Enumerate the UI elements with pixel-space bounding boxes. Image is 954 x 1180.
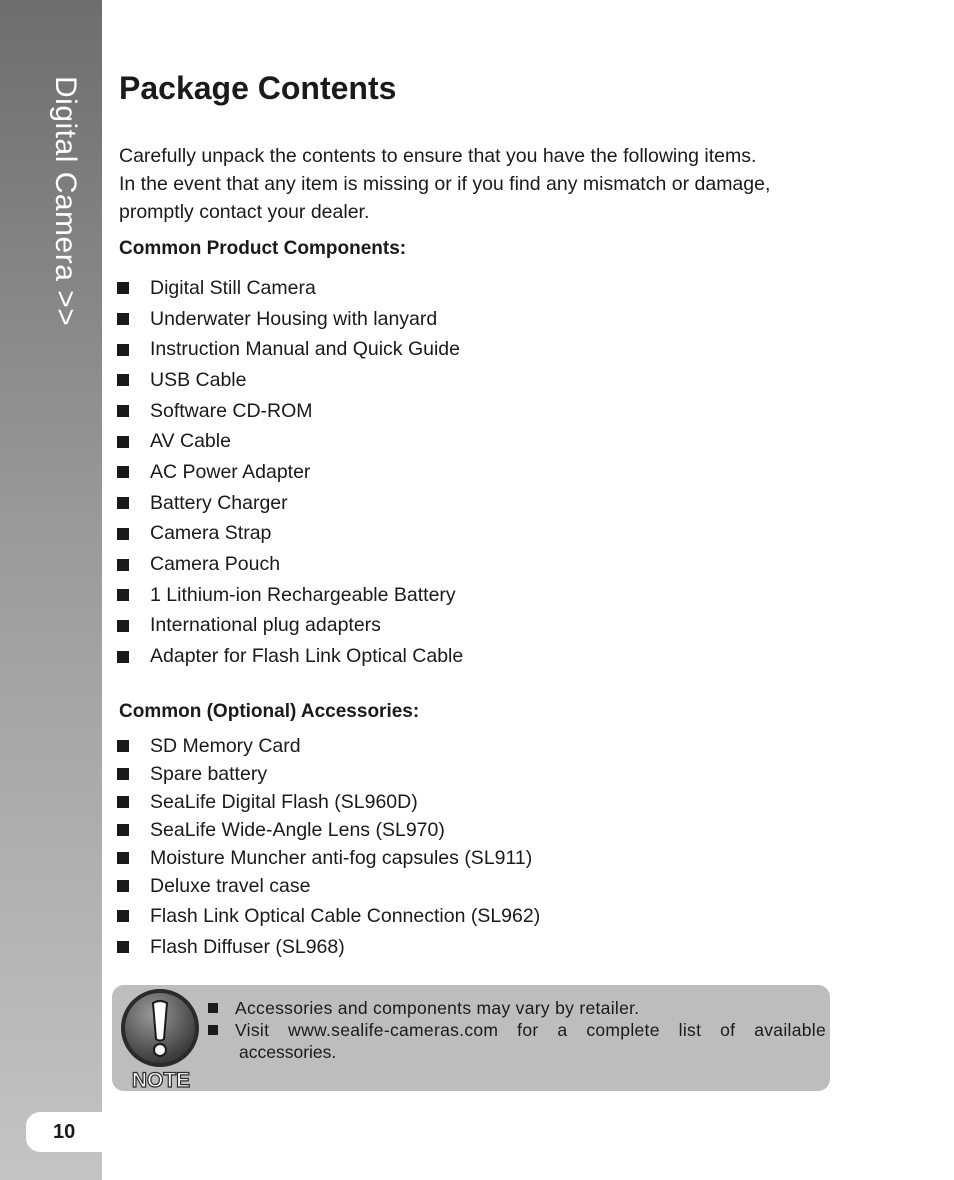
square-bullet-icon [117,497,129,509]
square-bullet-icon [117,941,129,953]
square-bullet-icon [117,344,129,356]
sidebar-title: Digital Camera >> [49,76,82,327]
note-item: Visit www.sealife-cameras.com for a complete list of available [208,1019,826,1041]
list-item: Digital Still Camera [117,273,463,304]
list-item: Battery Charger [117,488,463,519]
list-item: Camera Strap [117,519,463,550]
square-bullet-icon [117,313,129,325]
note-exclamation-icon [117,987,207,1089]
square-bullet-icon [117,466,129,478]
square-bullet-icon [117,880,129,892]
square-bullet-icon [117,796,129,808]
components-list [117,273,463,672]
intro-line: Carefully unpack the contents to ensure that you have the following items. [119,145,757,167]
note-label: NOTE [131,1069,191,1089]
page-number: 10 [53,1121,76,1143]
list-item: SD Memory Card [117,732,540,760]
list-item: Flash Link Optical Cable Connection (SL962) [117,900,540,932]
square-bullet-icon [208,1025,218,1035]
list-item: International plug adapters [117,611,463,642]
accessories-heading: Common (Optional) Accessories: [119,701,420,722]
square-bullet-icon [117,559,129,571]
square-bullet-icon [117,405,129,417]
list-item: AV Cable [117,426,463,457]
square-bullet-icon [117,374,129,386]
list-item: Spare battery [117,760,540,788]
components-heading: Common Product Components: [119,238,407,259]
list-item: Camera Pouch [117,549,463,580]
list-item: AC Power Adapter [117,457,463,488]
list-item: SeaLife Wide-Angle Lens (SL970) [117,816,540,844]
sidebar [0,0,102,1180]
list-item: 1 Lithium-ion Rechargeable Battery [117,580,463,611]
list-item: USB Cable [117,365,463,396]
intro-line: In the event that any item is missing or if you find any mismatch or damage, [119,173,771,195]
square-bullet-icon [117,910,129,922]
list-item: Deluxe travel case [117,872,540,900]
square-bullet-icon [117,824,129,836]
square-bullet-icon [117,852,129,864]
square-bullet-icon [117,620,129,632]
square-bullet-icon [208,1003,218,1013]
note-continuation: accessories. [239,1042,337,1062]
note-item: Accessories and components may vary by retailer. [208,997,826,1019]
intro-paragraph [119,142,859,226]
square-bullet-icon [117,768,129,780]
square-bullet-icon [117,528,129,540]
list-item: Adapter for Flash Link Optical Cable [117,641,463,672]
list-item: SeaLife Digital Flash (SL960D) [117,788,540,816]
list-item: Underwater Housing with lanyard [117,304,463,335]
note-text [208,997,826,1063]
intro-line: promptly contact your dealer. [119,201,370,223]
square-bullet-icon [117,589,129,601]
note-box [112,985,830,1091]
list-item: Flash Diffuser (SL968) [117,932,540,962]
list-item: Moisture Muncher anti-fog capsules (SL911) [117,844,540,872]
list-item: Software CD-ROM [117,396,463,427]
square-bullet-icon [117,282,129,294]
list-item: Instruction Manual and Quick Guide [117,334,463,365]
square-bullet-icon [117,651,129,663]
page-title: Package Contents [119,70,397,106]
accessories-list [117,732,540,962]
square-bullet-icon [117,740,129,752]
square-bullet-icon [117,436,129,448]
